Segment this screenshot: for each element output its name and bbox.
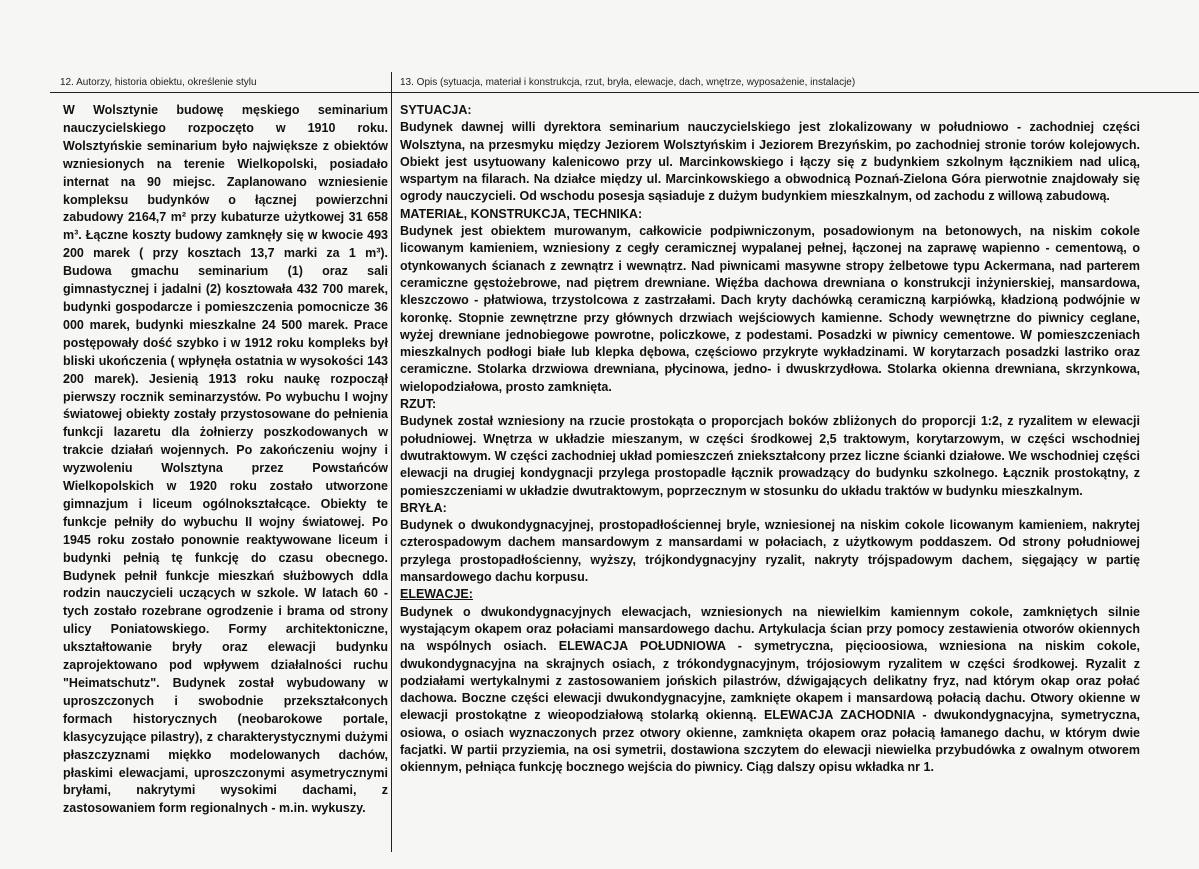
- section-text: Budynek jest obiektem murowanym, całkowicie podpiwniczonym, posadowionym na betonowych, na niskim cokole licowanym kamieniem, wzniesiony z cegły ceramicznej wypalanej pełnej, łączonej na zaprawę wapienno - cementową, o otynkowanych ścianach z zewnątrz i wewnątrz. Nad piwnicami masywne stropy żelbetowe typu Ackermana, nad parterem ceramiczne gęstożebrowe, nad piętrem drewniane. Więźba dachowa drewniana o konstrukcji inżynierskiej, mansardowa, kleszczowo - płatwiowa, trzystolcowa z zastrzałami. Dach kryty dachówką ceramiczną karpiówką, kładzioną podwójnie w koronkę. Stopnie zewnętrzne przy głównych drzwiach wejściowych kamienne. Schody wewnętrzne do piwnicy ceglane, wyżej drewniane jednobiegowe powrotne, policzkowe, z podestami. Posadzki w piwnicy cementowe. W pomieszczeniach mieszkalnych podłogi białe lub klepka dębowa, częściowo przykryte wykładzinami. W korytarzach posadzki lastriko oraz ceramiczne. Stolarka drzwiowa drewniana, płycinowa, jedno- i dwuskrzydłowa. Stolarka okienna drewniana, skrzynkowa, wielopodziałowa, prosto zamknięta.: [400, 224, 1140, 394]
- section-heading: MATERIAŁ, KONSTRUKCJA, TECHNIKA:: [400, 206, 643, 221]
- section-massing: [400, 500, 1140, 586]
- section-situation: [400, 102, 1140, 206]
- description-column: [400, 102, 1140, 777]
- left-column-header: 12. Autorzy, historia obiektu, określenie stylu: [60, 77, 257, 88]
- section-text: Budynek dawnej willi dyrektora seminarium nauczycielskiego jest zlokalizowany w południowo - zachodniej części Wolsztyna, na przesmyku między Jeziorem Wolsztyńskim i Jeziorem Brezyńskim, po zachodniej stronie torów kolejowych. Obiekt jest usytuowany kalenicowo przy ul. Marcinkowskiego i łączy się z budynkiem szkolnym łącznikiem nad ulicą, wspartym na filarach. Na działce między ul. Marcinkowskiego a obwodnicą Poznań-Zielona Góra pierwotnie znajdowały się ogrody nauczycieli. Od wschodu posesja sąsiaduje z dużym budynkiem mieszkalnym, od zachodu z willową zabudową.: [400, 120, 1140, 204]
- history-column: [63, 102, 388, 818]
- section-heading: BRYŁA:: [400, 500, 447, 515]
- section-plan: [400, 396, 1140, 500]
- section-heading: SYTUACJA:: [400, 103, 472, 117]
- section-text: Budynek o dwukondygnacyjnych elewacjach, wzniesionych na niewielkim kamiennym cokole, zamkniętych silnie wystającym okapem oraz połaciami mansardowego dachu. Artykulacja ścian przy pomocy zestawienia otworów okiennych na wspólnych osiach. ELEWACJA POŁUDNIOWA - symetryczna, pięcioosiowa, wzniesiona na niskim cokole, dwukondygnacyjna na skrajnych osiach, z trókondygnacyjnym, trójosiowym ryzalitem w części środkowej. Ryzalit z podziałami wertykalnymi z zastosowaniem jońskich pilastrów, dźwigających delikatny fryz, nad którym okap oraz połać dachowa. Boczne części elewacji dwukondygnacyjne, zamknięte okapem i mansardową połacią dachu. Otwory okienne w elewacji prostokątne z wieopodziałową stolarką okienną. ELEWACJA ZACHODNIA - dwukondygnacyjna, symetryczna, osiowa, o osiach wyznaczonych przez otwory okienne, zamknięta okapem oraz połacią łamanego dachu, w którym dwie facjatki. W partii przyziemia, na osi symetrii, dostawiona szczytem do elewacji niewielka przybudówka z owalnym otworem okiennym, pełniąca funkcję bocznego wejścia do piwnicy. Ciąg dalszy opisu wkładka nr 1.: [400, 604, 1140, 775]
- section-text: Budynek o dwukondygnacyjnej, prostopadłościennej bryle, wzniesionej na niskim cokole licowanym kamieniem, nakrytej czterospadowym dachem mansardowym z mansardami w połaciach, z użytkowym poddaszem. Od strony południowej przylega prostopadłościenny, wyższy, trójkondygnacyjny ryzalit, nakryty trójspadowym dachem, sięgający w partię mansardowego dachu korpusu.: [400, 518, 1140, 585]
- header-rule: [50, 92, 1199, 93]
- column-divider: [391, 72, 392, 852]
- section-material: [400, 206, 1140, 396]
- section-heading: ELEWACJE:: [400, 587, 473, 602]
- right-column-header: 13. Opis (sytuacja, materiał i konstrukcja, rzut, bryła, elewacje, dach, wnętrze, wyposażenie, instalacje): [400, 77, 856, 88]
- section-elevations: [400, 586, 1140, 776]
- section-text: Budynek został wzniesiony na rzucie prostokąta o proporcjach boków zbliżonych do proporcji 1:2, z ryzalitem w elewacji południowej. Wnętrza w układzie mieszanym, w części środkowej 2,5 traktowym, korytarzowym, w części wschodniej dwutraktowym. W części zachodniej układ pomieszczeń zniekształcony przez liczne ścianki działowe. We wschodniej części elewacji na drugiej kondygnacji przylega prostopadle łącznik prowadzący do budynku szkolnego. Łącznik prostokątny, z pomieszczeniami w układzie dwutraktowym, poprzecznym w stosunku do układu traktów w budynku mieszkalnym.: [400, 414, 1140, 498]
- history-text: W Wolsztynie budowę męskiego seminarium nauczycielskiego rozpoczęto w 1910 roku. Wolsztyńskie seminarium było największe z obiektów wzniesionych na terenie Wielkopolski, posiadało internat na 90 miejsc. Zaplanowano wzniesienie kompleksu budynków o łącznej powierzchni zabudowy 2164,7 m² przy kubaturze użytkowej 31 658 m³. Łączne koszty budowy zamknęły się w kwocie 493 200 marek ( przy kosztach 13,7 marki za 1 m³). Budowa gmachu seminarium (1) oraz sali gimnastycznej i jadalni (2) kosztowała 432 700 marek, budynki gospodarcze i pomieszczenia pomocnicze 36 000 marek, budynki mieszkalne 24 500 marek. Prace postępowały dość szybko i w 1912 roku kompleks był bliski ukończenia ( wpłynęła ostatnia w wysokości 143 200 marek). Jesienią 1913 roku naukę rozpoczął pierwszy rocznik seminarzystów. Po wybuchu I wojny światowej obiekty zostały przystosowane do pełnienia funkcji lazaretu dla żołnierzy poszkodowanych w trakcie działań wojennych. Po zakończeniu wojny i wyzwoleniu Wolsztyna przez Powstańców Wielkopolskich w 1920 roku zostało utworzone gimnazjum i liceum ogólnokształcące. Obiekty te funkcje pełniły do wybuchu II wojny światowej. Po 1945 roku zostało ponownie reaktywowane liceum i budynki pełnią tę funkcję do czasu obecnego. Budynek pełnił funkcje mieszkań służbowych ddla rodzin nauczycieli uczących w szkole. W latach 60 - tych zostało rozebrane ogrodzenie i brama od strony ulicy Poniatowskiego. Formy architektoniczne, ukształtowanie bryły oraz elewacji budynku zaprojektowano pod wpływem działalności ruchu "Heimatschutz". Budynek został wybudowany w uproszczonych i swobodnie przekształconych formach historycznych (neobarokowe portale, klasycyzujące pilastry), z charakterystycznymi dużymi płaszczyznami miękko modelowanych dachów, płaskimi elewacjami, uproszczonymi asymetrycznymi bryłami, nakrytymi wysokimi dachami, z zastosowaniem form regionalnych - m.in. wykuszy.: [63, 103, 388, 816]
- section-heading: RZUT:: [400, 397, 437, 412]
